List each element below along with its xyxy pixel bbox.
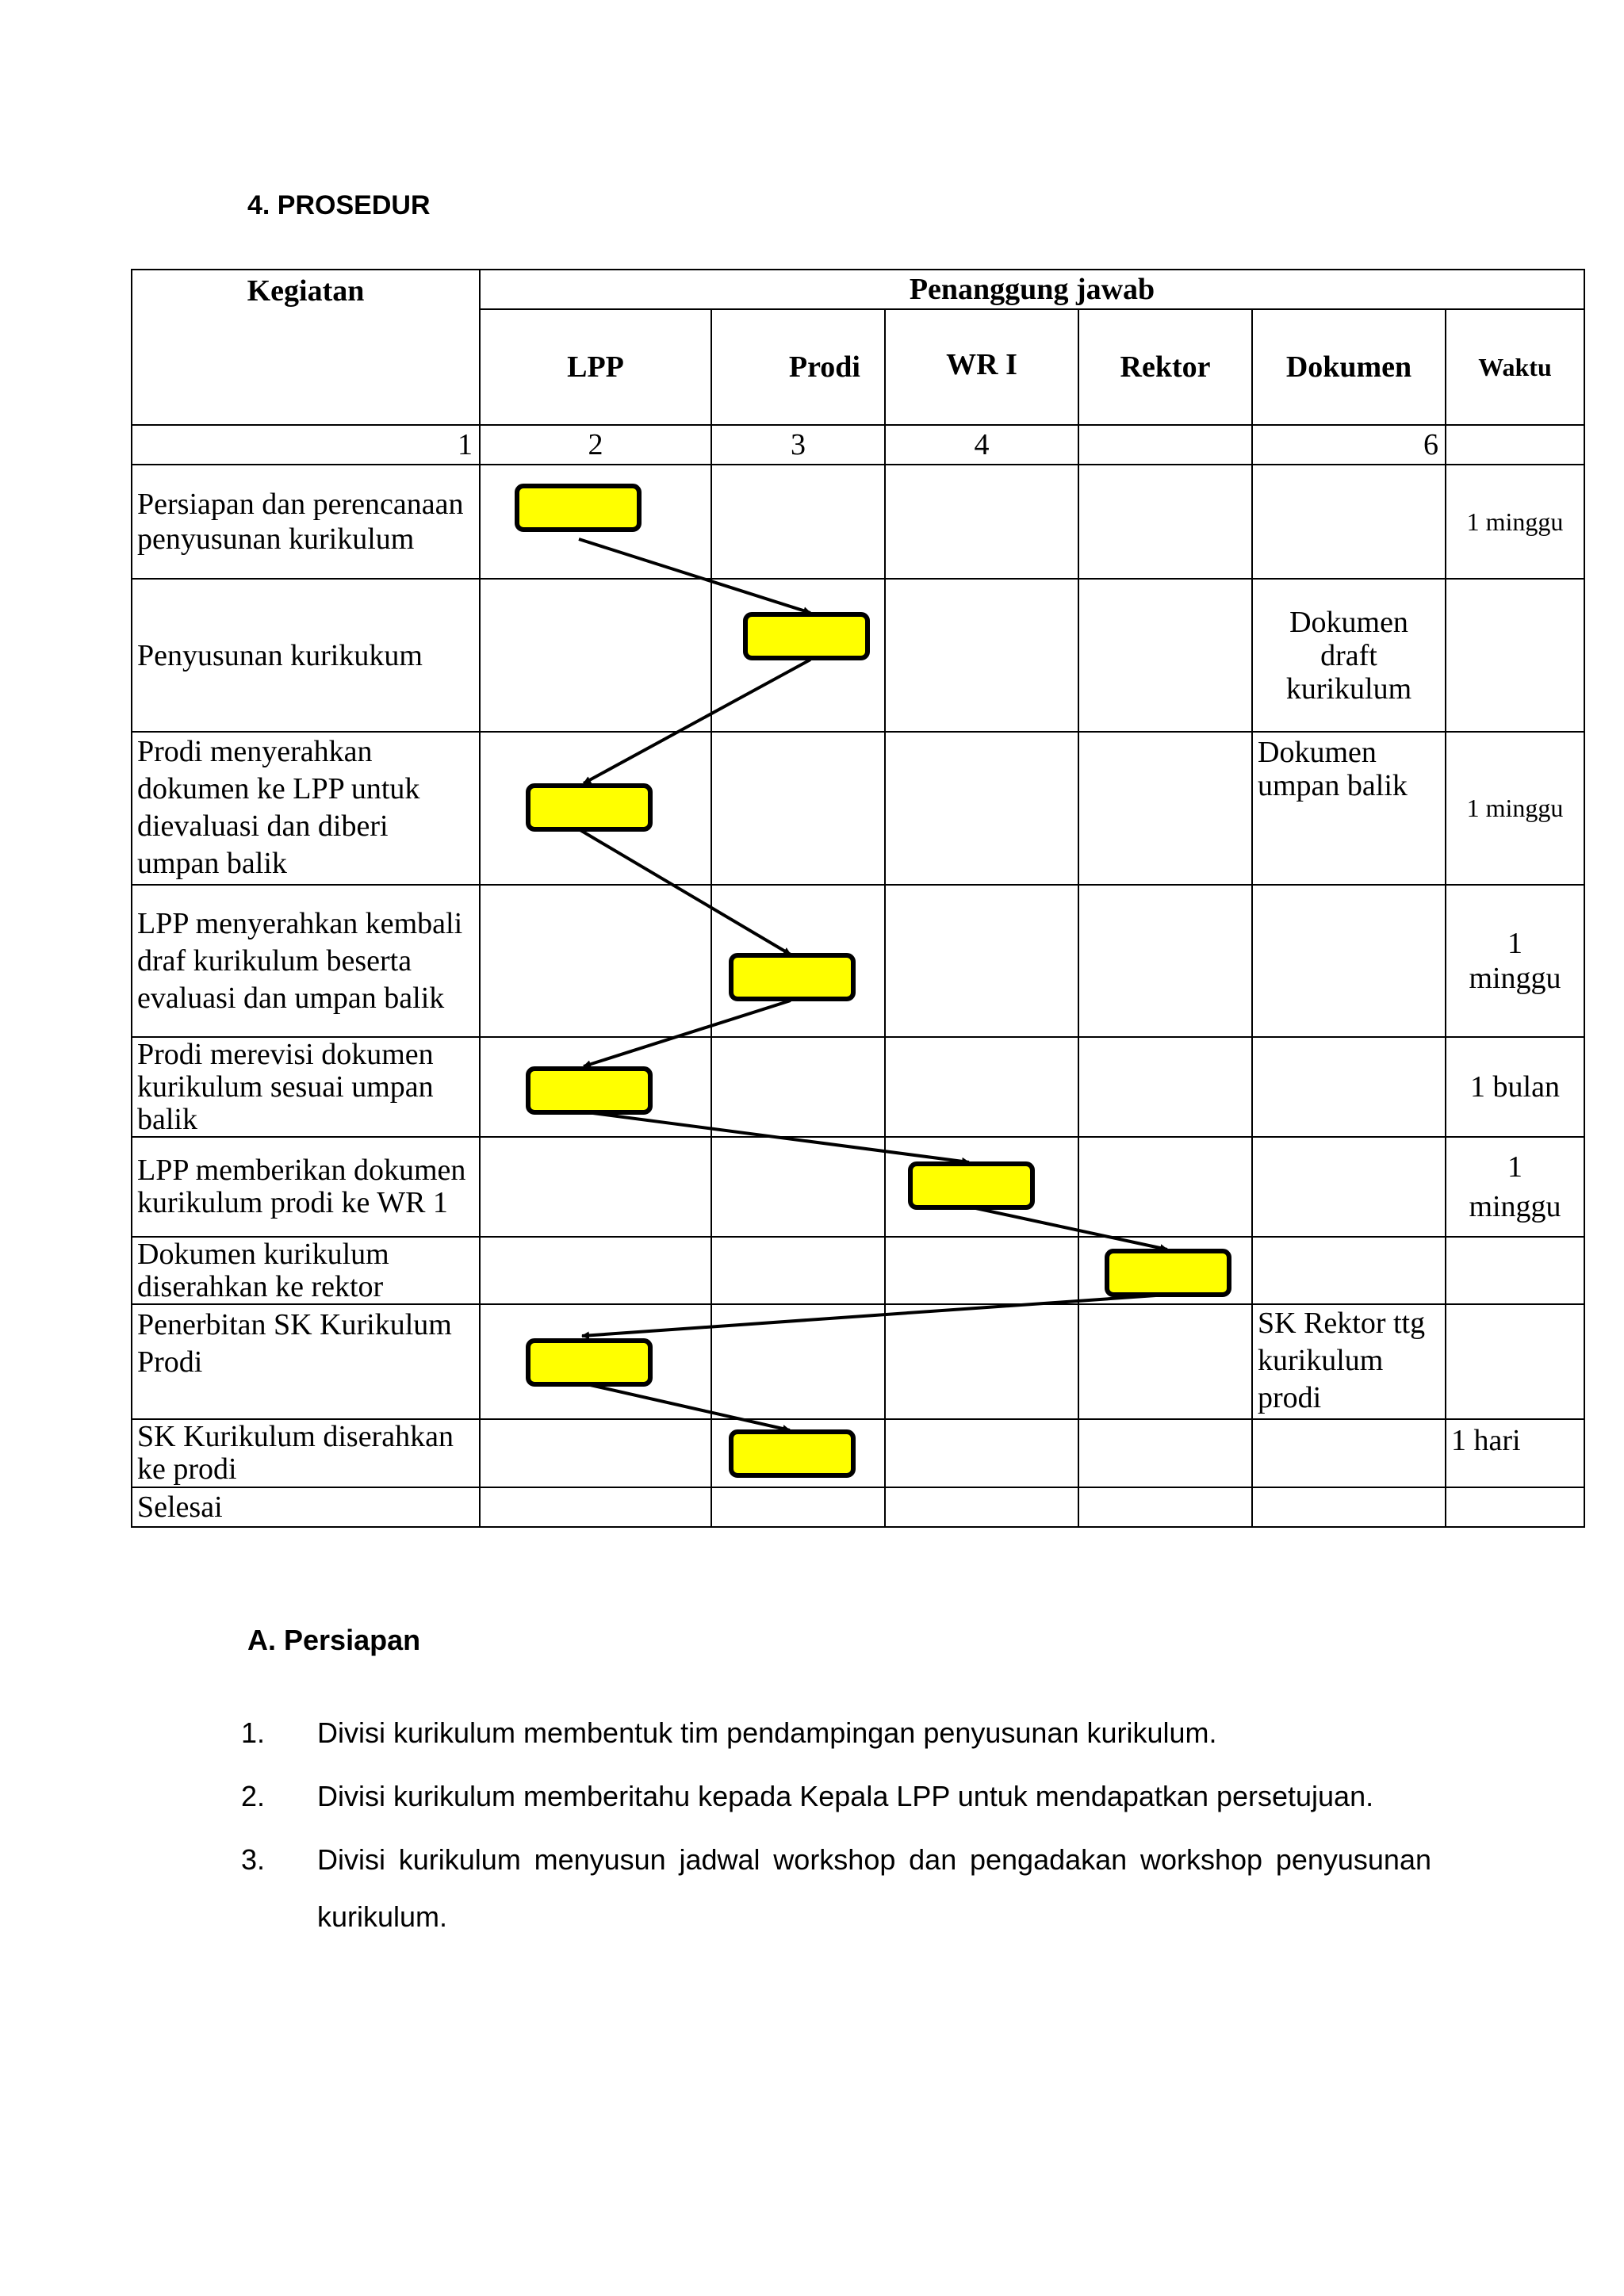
table-row [132,885,1584,1037]
activity-cell: Dokumen kurikulum diserahkan ke rektor [132,1237,480,1303]
header-lpp: LPP [480,309,711,425]
document-cell: SK Rektor ttg kurikulum prodi [1252,1304,1446,1419]
document-cell: Dokumen draft kurikulum [1252,579,1446,731]
col-number: 4 [885,425,1078,465]
header-rektor: Rektor [1078,309,1252,425]
document-cell [1252,885,1446,1037]
activity-cell: LPP memberikan dokumen kurikulum prodi ke WR 1 [132,1137,480,1237]
header-prodi: Prodi [711,309,885,425]
col-number: 6 [1252,425,1446,465]
table-row [132,732,1584,885]
activity-cell: Prodi merevisi dokumen kurikulum sesuai umpan balik [132,1037,480,1137]
table-row [132,1487,1584,1527]
list-number: 1. [241,1716,266,1749]
document-cell [1252,1037,1446,1137]
header-penanggung-jawab: Penanggung jawab [480,270,1584,309]
table-row [132,1419,1584,1487]
list-text: Divisi kurikulum membentuk tim pendampingan penyusunan kurikulum. [317,1716,1217,1749]
persiapan-list [241,1705,1431,1952]
activity-cell: SK Kurikulum diserahkan ke prodi [132,1419,480,1487]
document-cell [1252,1487,1446,1527]
activity-cell: LPP menyerahkan kembali draf kurikulum beserta evaluasi dan umpan balik [132,885,480,1037]
activity-cell: Prodi menyerahkan dokumen ke LPP untuk dievaluasi dan diberi umpan balik [132,732,480,885]
list-item [241,1768,1431,1825]
document-cell: Dokumen umpan balik [1252,732,1446,885]
activity-cell: Penyusunan kurikukum [132,579,480,731]
section-title: 4. PROSEDUR [247,190,431,220]
header-waktu: Waktu [1446,309,1584,425]
list-number: 2. [241,1780,266,1812]
time-cell: 1 minggu [1446,732,1584,885]
document-cell [1252,1137,1446,1237]
list-item [241,1705,1431,1762]
header-dokumen: Dokumen [1252,309,1446,425]
time-cell [1446,1487,1584,1527]
time-cell [1446,579,1584,731]
activity-cell: Penerbitan SK Kurikulum Prodi [132,1304,480,1419]
header-kegiatan: Kegiatan [132,270,480,425]
procedure-table [131,269,1585,1528]
persiapan-title: A. Persiapan [247,1624,421,1656]
document-cell [1252,1237,1446,1303]
table-row [132,1137,1584,1237]
time-cell: 1 hari [1446,1419,1584,1487]
col-number [1078,425,1252,465]
table-row [132,1037,1584,1137]
time-cell: 1 minggu [1446,1137,1584,1237]
list-text: Divisi kurikulum menyusun jadwal workshop dan pengadakan workshop penyusunan kurikulum. [317,1843,1431,1933]
list-item [241,1831,1431,1946]
document-cell [1252,465,1446,579]
col-number [1446,425,1584,465]
time-cell: 1 minggu [1446,465,1584,579]
time-cell [1446,1237,1584,1303]
time-cell: 1 minggu [1446,885,1584,1037]
activity-cell: Persiapan dan perencanaan penyusunan kurikulum [132,465,480,579]
table-row [132,1237,1584,1303]
time-cell: 1 bulan [1446,1037,1584,1137]
document-cell [1252,1419,1446,1487]
col-number: 2 [480,425,711,465]
time-cell [1446,1304,1584,1419]
activity-cell: Selesai [132,1487,480,1527]
table-row [132,579,1584,731]
table-row [132,465,1584,579]
header-wr1: WR I [885,309,1078,425]
col-number: 1 [132,425,480,465]
table-row [132,1304,1584,1419]
list-number: 3. [241,1843,266,1876]
list-text: Divisi kurikulum memberitahu kepada Kepala LPP untuk mendapatkan persetujuan. [317,1780,1374,1812]
col-number: 3 [711,425,885,465]
